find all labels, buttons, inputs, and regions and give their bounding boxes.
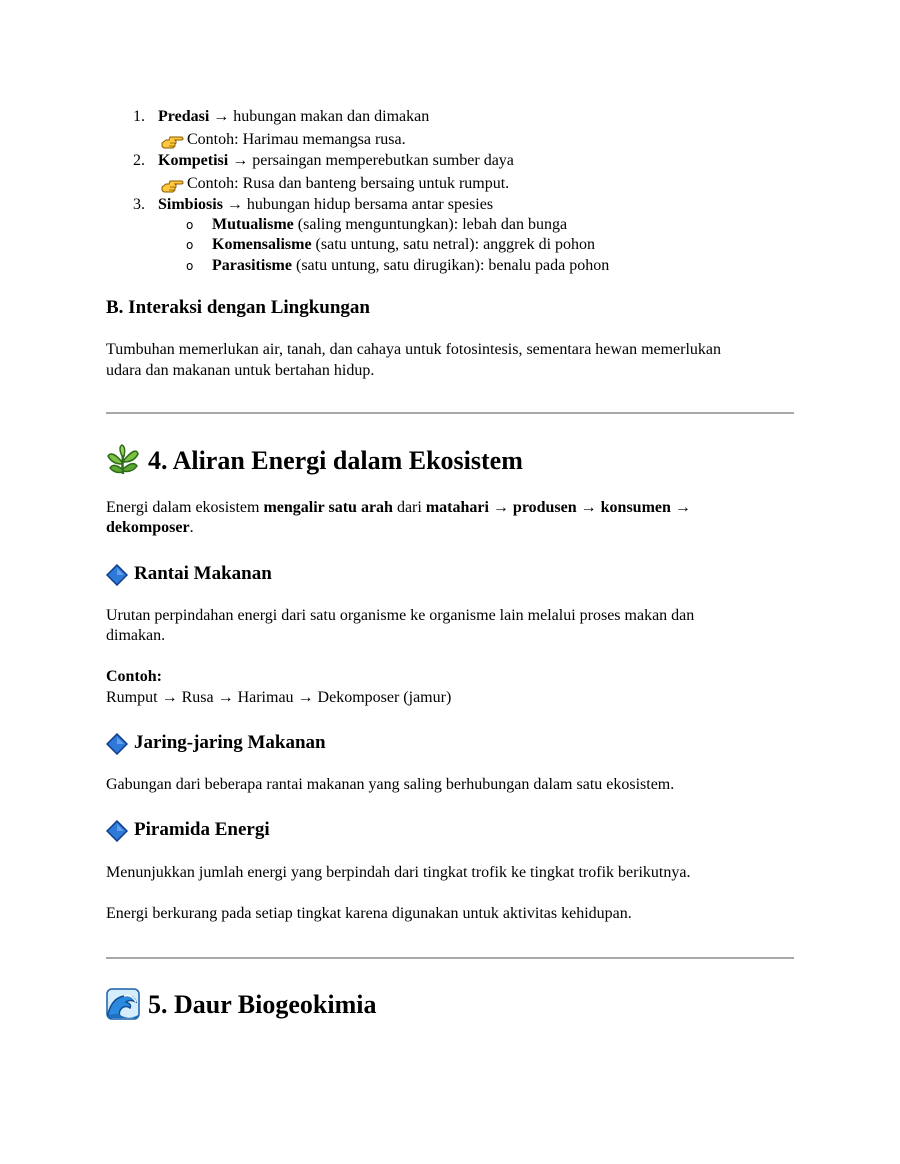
section-b-paragraph-line2: udara dan makanan untuk bertahan hidup. <box>106 362 375 379</box>
blue-diamond-icon <box>106 564 128 586</box>
rantai-heading: Rantai Makanan <box>134 563 272 584</box>
piramida-paragraph-1: Menunjukkan jumlah energi yang berpindah dari tingkat trofik ke tingkat trofik berikutnya. <box>106 864 691 881</box>
list-item-predasi <box>133 107 430 127</box>
section-5-heading: 5. Daur Biogeokimia <box>148 990 377 1019</box>
term-kompetisi: Kompetisi <box>158 152 229 169</box>
term-komensalisme: Komensalisme <box>212 236 312 253</box>
intro-bold-chain: matahari → produsen → konsumen → <box>425 499 691 516</box>
blue-diamond-icon <box>106 820 128 842</box>
section-4-intro-line2 <box>106 518 194 538</box>
sub-bullet: o <box>186 218 194 232</box>
list-number: 2. <box>133 152 145 169</box>
pointing-hand-icon <box>160 178 184 194</box>
list-item-simbiosis <box>133 195 494 215</box>
list-number: 3. <box>133 196 145 213</box>
desc-parasitisme: (satu untung, satu dirugikan): benalu pada pohon <box>295 257 610 274</box>
list-number: 1. <box>133 108 145 125</box>
jaring-paragraph: Gabungan dari beberapa rantai makanan yang saling berhubungan dalam satu ekosistem. <box>106 776 675 793</box>
section-4-heading: 4. Aliran Energi dalam Ekosistem <box>148 446 523 475</box>
divider <box>106 412 794 414</box>
rantai-example-text: Rumput → Rusa → Harimau → Dekomposer (jamur) <box>106 689 452 706</box>
rantai-paragraph-line2: dimakan. <box>106 627 166 644</box>
term-mutualisme: Mutualisme <box>212 216 294 233</box>
term-simbiosis: Simbiosis <box>158 196 223 213</box>
subitem-parasitisme <box>186 256 610 276</box>
intro-text: Energi dalam ekosistem <box>106 499 264 516</box>
intro-bold-decomposer: dekomposer <box>106 519 190 536</box>
term-parasitisme: Parasitisme <box>212 257 292 274</box>
term-predasi: Predasi <box>158 108 210 125</box>
subitem-mutualisme <box>186 215 568 235</box>
desc-mutualisme: (saling menguntungkan): lebah dan bunga <box>297 216 568 233</box>
sub-bullet: o <box>186 238 194 252</box>
example-kompetisi: Contoh: Rusa dan banteng bersaing untuk rumput. <box>187 175 510 192</box>
section-b-heading: B. Interaksi dengan Lingkungan <box>106 297 370 318</box>
divider <box>106 957 794 959</box>
rantai-paragraph-line1: Urutan perpindahan energi dari satu organisme ke organisme lain melalui proses makan dan <box>106 607 695 624</box>
piramida-heading: Piramida Energi <box>134 819 270 840</box>
section-b-paragraph-line1: Tumbuhan memerlukan air, tanah, dan cahaya untuk fotosintesis, sementara hewan memerlukan <box>106 341 722 358</box>
desc-simbiosis: → hubungan hidup bersama antar spesies <box>226 196 494 213</box>
list-item-kompetisi <box>133 151 514 171</box>
water-wave-icon <box>106 988 140 1020</box>
blue-diamond-icon <box>106 733 128 755</box>
desc-komensalisme: (satu untung, satu netral): anggrek di pohon <box>315 236 596 253</box>
herb-icon <box>106 444 140 476</box>
pointing-hand-icon <box>160 134 184 150</box>
section-4-intro-line1 <box>106 498 691 518</box>
jaring-heading: Jaring-jaring Makanan <box>134 732 326 753</box>
piramida-paragraph-2: Energi berkurang pada setiap tingkat karena digunakan untuk aktivitas kehidupan. <box>106 905 632 922</box>
rantai-example-label: Contoh: <box>106 668 163 685</box>
sub-bullet: o <box>186 259 194 273</box>
intro-text: . <box>189 519 194 536</box>
intro-bold-flow: mengalir satu arah <box>263 499 393 516</box>
example-predasi: Contoh: Harimau memangsa rusa. <box>187 131 406 148</box>
desc-predasi: → hubungan makan dan dimakan <box>213 108 430 125</box>
subitem-komensalisme <box>186 235 596 255</box>
desc-kompetisi: → persaingan memperebutkan sumber daya <box>232 152 514 169</box>
intro-text: dari <box>392 499 426 516</box>
